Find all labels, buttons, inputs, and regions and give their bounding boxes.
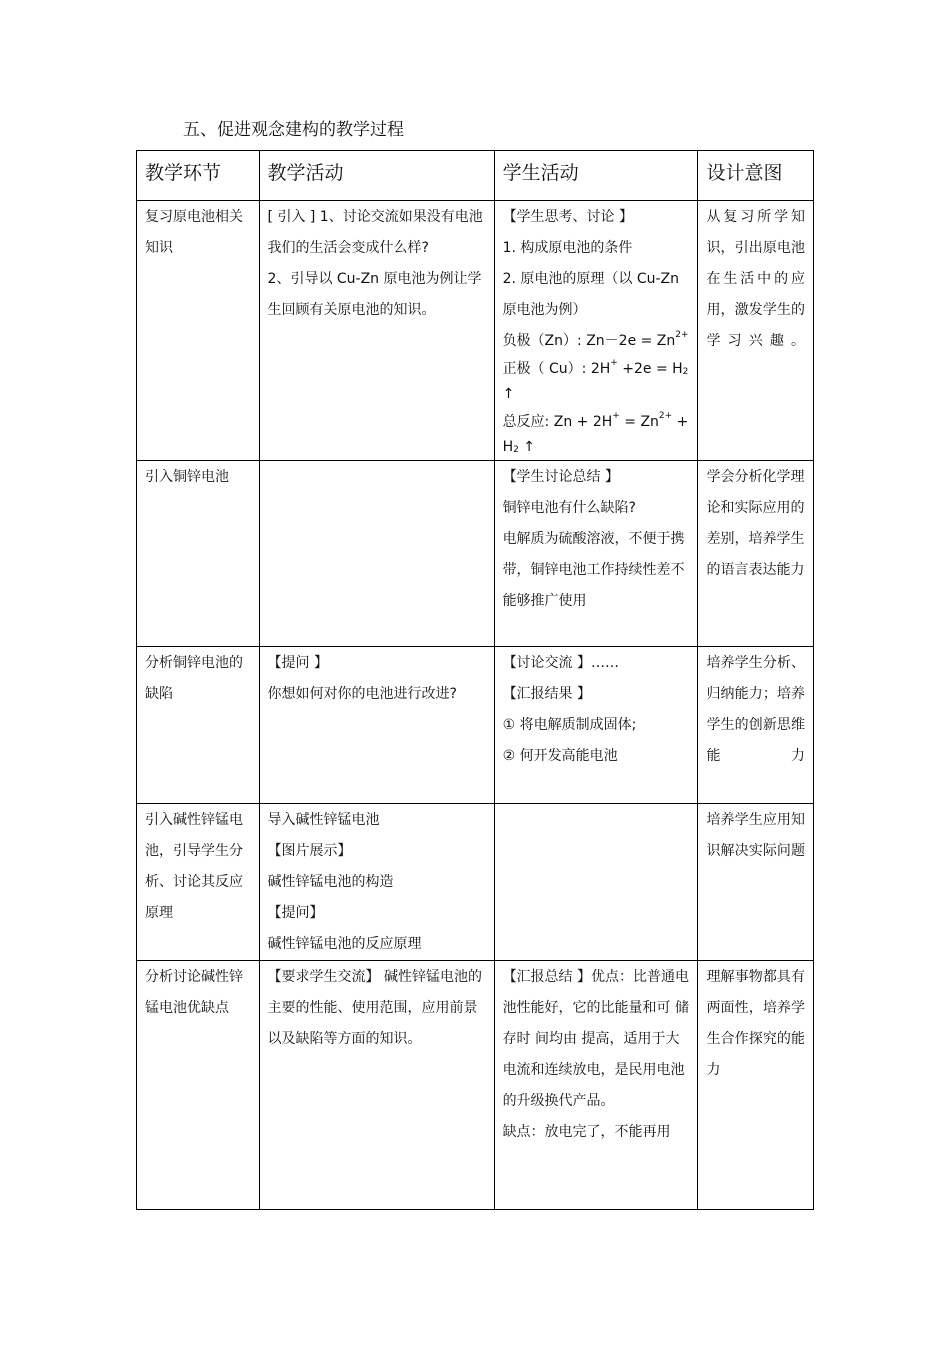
page-heading: 五、促进观念建构的教学过程: [183, 120, 404, 140]
teacher-activity-cell: 导入碱性锌锰电池 【图片展示】 碱性锌锰电池的构造 【提问】 碱性锌锰电池的反应原理: [259, 804, 494, 961]
design-intent-cell: 理解事物都具有两面性，培养学生合作探究的能力: [698, 961, 814, 1210]
student-activity-cell: 【汇报总结 】优点：比普通电池性能好，它的比能量和可 储存时 间均由 提高，适用于大电流和连续放电，是民用电池的升级换代产品。 缺点：放电完了，不能再用: [494, 961, 698, 1210]
student-activity-cell: 【学生讨论总结 】 铜锌电池有什么缺陷? 电解质为硫酸溶液，不便于携带，铜锌电池工作持续性差不能够推广使用: [494, 461, 698, 647]
student-activity-cell: 【学生思考、讨论 】 1. 构成原电池的条件 2. 原电池的原理（以 Cu-Zn 原电池为例） 负极（Zn）: $Zn-2e = Zn^{2+}$ 正极（ Cu）: $2H^+ +2e = H_2$ ↑ 总反应: $Zn + 2H^+ = Zn^{2+} + H_2$ ↑: [494, 201, 698, 461]
teaching-process-table: [136, 150, 814, 1210]
stage-cell: 分析铜锌电池的缺陷: [137, 647, 260, 804]
positive-electrode-equation: 正极（ Cu）: $2H^+ +2e = H_2$ ↑: [502, 358, 689, 402]
header-student-activity: 学生活动: [494, 151, 698, 201]
design-intent-cell: 从复习所学知识，引出原电池在生活中的应用，激发学生的学习兴趣。: [698, 201, 814, 461]
negative-electrode-equation: 负极（Zn）: $Zn-2e = Zn^{2+}$: [502, 330, 689, 349]
design-intent-cell: 培养学生应用知识解决实际问题: [698, 804, 814, 961]
teacher-activity-cell: [259, 461, 494, 647]
table-row: [137, 201, 814, 461]
table-row: [137, 647, 814, 804]
student-activity-cell: 【讨论交流 】…… 【汇报结果 】 ① 将电解质制成固体; ② 何开发高能电池: [494, 647, 698, 804]
table-row: [137, 804, 814, 961]
header-teacher-activity: 教学活动: [259, 151, 494, 201]
design-intent-cell: 学会分析化学理论和实际应用的差别，培养学生的语言表达能力: [698, 461, 814, 647]
total-reaction-equation: 总反应: $Zn + 2H^+ = Zn^{2+} + H_2$ ↑: [502, 411, 689, 455]
design-intent-cell: 培养学生分析、归纳能力；培养学生的创新思维能力: [698, 647, 814, 804]
student-activity-cell: [494, 804, 698, 961]
header-stage: 教学环节: [137, 151, 260, 201]
stage-cell: 分析讨论碱性锌锰电池优缺点: [137, 961, 260, 1210]
stage-cell: 引入碱性锌锰电池，引导学生分析、讨论其反应原理: [137, 804, 260, 961]
teacher-activity-cell: 【要求学生交流】 碱性锌锰电池的主要的性能、使用范围，应用前景以及缺陷等方面的知识。: [259, 961, 494, 1210]
stage-cell: 引入铜锌电池: [137, 461, 260, 647]
table-header-row: [137, 151, 814, 201]
table-row: [137, 961, 814, 1210]
stage-cell: 复习原电池相关知识: [137, 201, 260, 461]
header-design-intent: 设计意图: [698, 151, 814, 201]
table-row: [137, 461, 814, 647]
teacher-activity-cell: [ 引入 ] 1、讨论交流如果没有电池我们的生活会变成什么样? 2、引导以 Cu-Zn 原电池为例让学生回顾有关原电池的知识。: [259, 201, 494, 461]
teacher-activity-cell: 【提问 】 你想如何对你的电池进行改进?: [259, 647, 494, 804]
